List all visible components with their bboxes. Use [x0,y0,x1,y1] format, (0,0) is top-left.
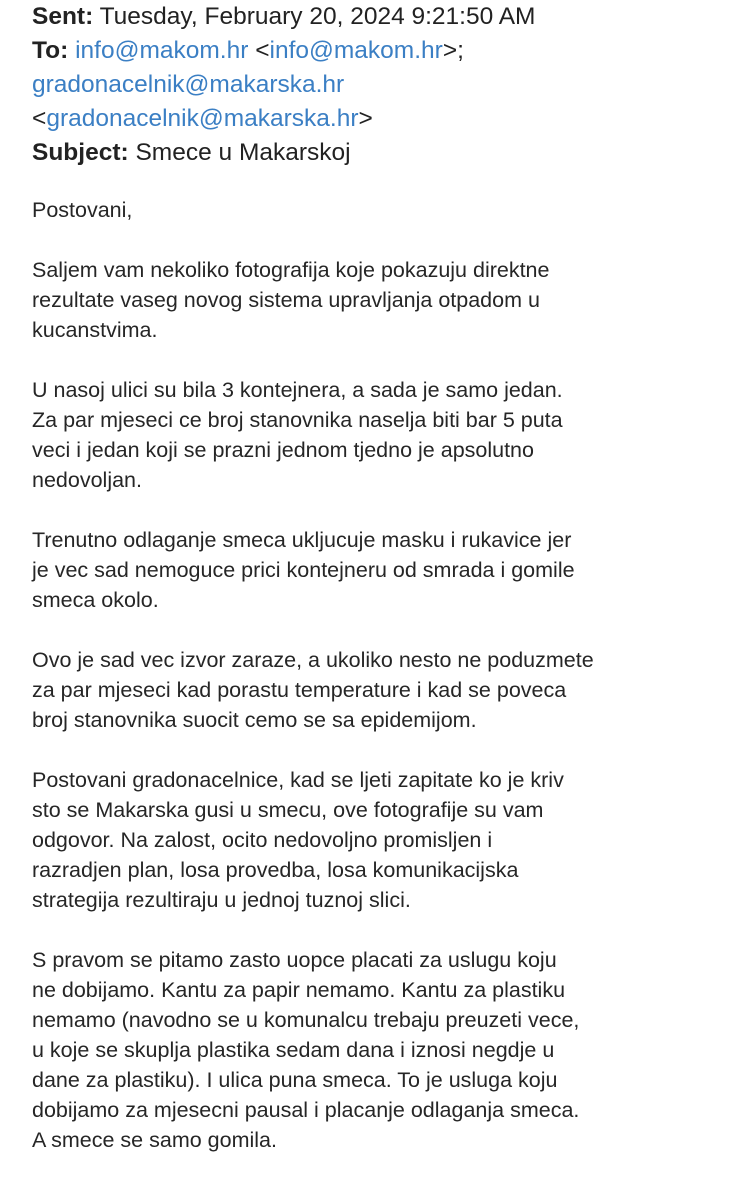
recipient-1-close-bracket: >; [442,37,464,64]
greeting: Postovani, [32,198,133,222]
paragraph-gap [32,225,724,255]
to-label: To: [32,37,69,64]
paragraph-gap [32,345,724,375]
paragraph-5 [32,765,724,915]
recipient-2-close-bracket: > [358,105,373,132]
paragraph-line: nemamo (navodno se u komunalcu trebaju preuzeti vece, [32,1008,580,1032]
paragraph-line: u koje se skuplja plastika sedam dana i iznosi negdje u [32,1038,555,1062]
paragraph-line: Za par mjeseci ce broj stanovnika naselja biti bar 5 puta [32,408,563,432]
paragraph-gap [32,495,724,525]
paragraph-line: Postovani gradonacelnice, kad se ljeti zapitate ko je kriv [32,768,564,792]
subject-label: Subject: [32,139,129,166]
paragraph-line: sto se Makarska gusi u smecu, ove fotografije su vam [32,798,544,822]
paragraph-line: dobijamo za mjesecni pausal i placanje odlaganja smeca. [32,1098,580,1122]
paragraph-line: Trenutno odlaganje smeca ukljucuje masku i rukavice jer [32,528,572,552]
recipient-1-name-link[interactable]: info@makom.hr [75,37,249,64]
paragraph-line: S pravom se pitamo zasto uopce placati za uslugu koju [32,948,557,972]
paragraph-4 [32,645,724,735]
email-header [32,0,724,170]
email-body [32,195,724,1155]
paragraph-line: Ovo je sad vec izvor zaraze, a ukoliko nesto ne poduzmete [32,648,594,672]
paragraph-gap [32,915,724,945]
paragraph-line: U nasoj ulici su bila 3 kontejnera, a sada je samo jedan. [32,378,563,402]
to-row-continued-2 [32,102,724,136]
paragraph-line: A smece se samo gomila. [32,1128,277,1152]
sent-row [32,0,724,34]
paragraph-3 [32,525,724,615]
paragraph-gap [32,735,724,765]
paragraph-line: nedovoljan. [32,468,142,492]
paragraph-line: rezultate vaseg novog sistema upravljanja otpadom u [32,288,540,312]
paragraph-line: je vec sad nemoguce prici kontejneru od smrada i gomile [32,558,575,582]
sent-label: Sent: [32,3,94,30]
recipient-2-address-link[interactable]: gradonacelnik@makarska.hr [46,105,359,132]
to-row [32,34,724,68]
paragraph-1 [32,255,724,345]
subject-row [32,136,724,170]
paragraph-gap [32,615,724,645]
paragraph-line: broj stanovnika suocit cemo se sa epidemijom. [32,708,477,732]
paragraph-line: dane za plastiku). I ulica puna smeca. To je usluga koju [32,1068,558,1092]
paragraph-line: kucanstvima. [32,318,158,342]
subject-value: Smece u Makarskoj [135,139,351,166]
paragraph-line: smeca okolo. [32,588,159,612]
recipient-1-address-link[interactable]: info@makom.hr [269,37,443,64]
paragraph-line: Saljem vam nekoliko fotografija koje pokazuju direktne [32,258,550,282]
paragraph-line: ne dobijamo. Kantu za papir nemamo. Kantu za plastiku [32,978,566,1002]
paragraph-line: strategija rezultiraju u jednoj tuznoj slici. [32,888,411,912]
paragraph-2 [32,375,724,495]
recipient-2-name-link[interactable]: gradonacelnik@makarska.hr [32,71,345,98]
recipient-1-open-bracket: < [255,37,270,64]
paragraph-line: veci i jedan koji se prazni jednom tjedno je apsolutno [32,438,534,462]
paragraph-line: razradjen plan, losa provedba, losa komunikacijska [32,858,519,882]
recipient-2-open-bracket: < [32,105,47,132]
paragraph-6 [32,945,724,1155]
sent-value: Tuesday, February 20, 2024 9:21:50 AM [99,3,536,30]
paragraph-line: odgovor. Na zalost, ocito nedovoljno promisljen i [32,828,493,852]
to-row-continued [32,68,724,102]
paragraph-line: za par mjeseci kad porastu temperature i kad se poveca [32,678,567,702]
